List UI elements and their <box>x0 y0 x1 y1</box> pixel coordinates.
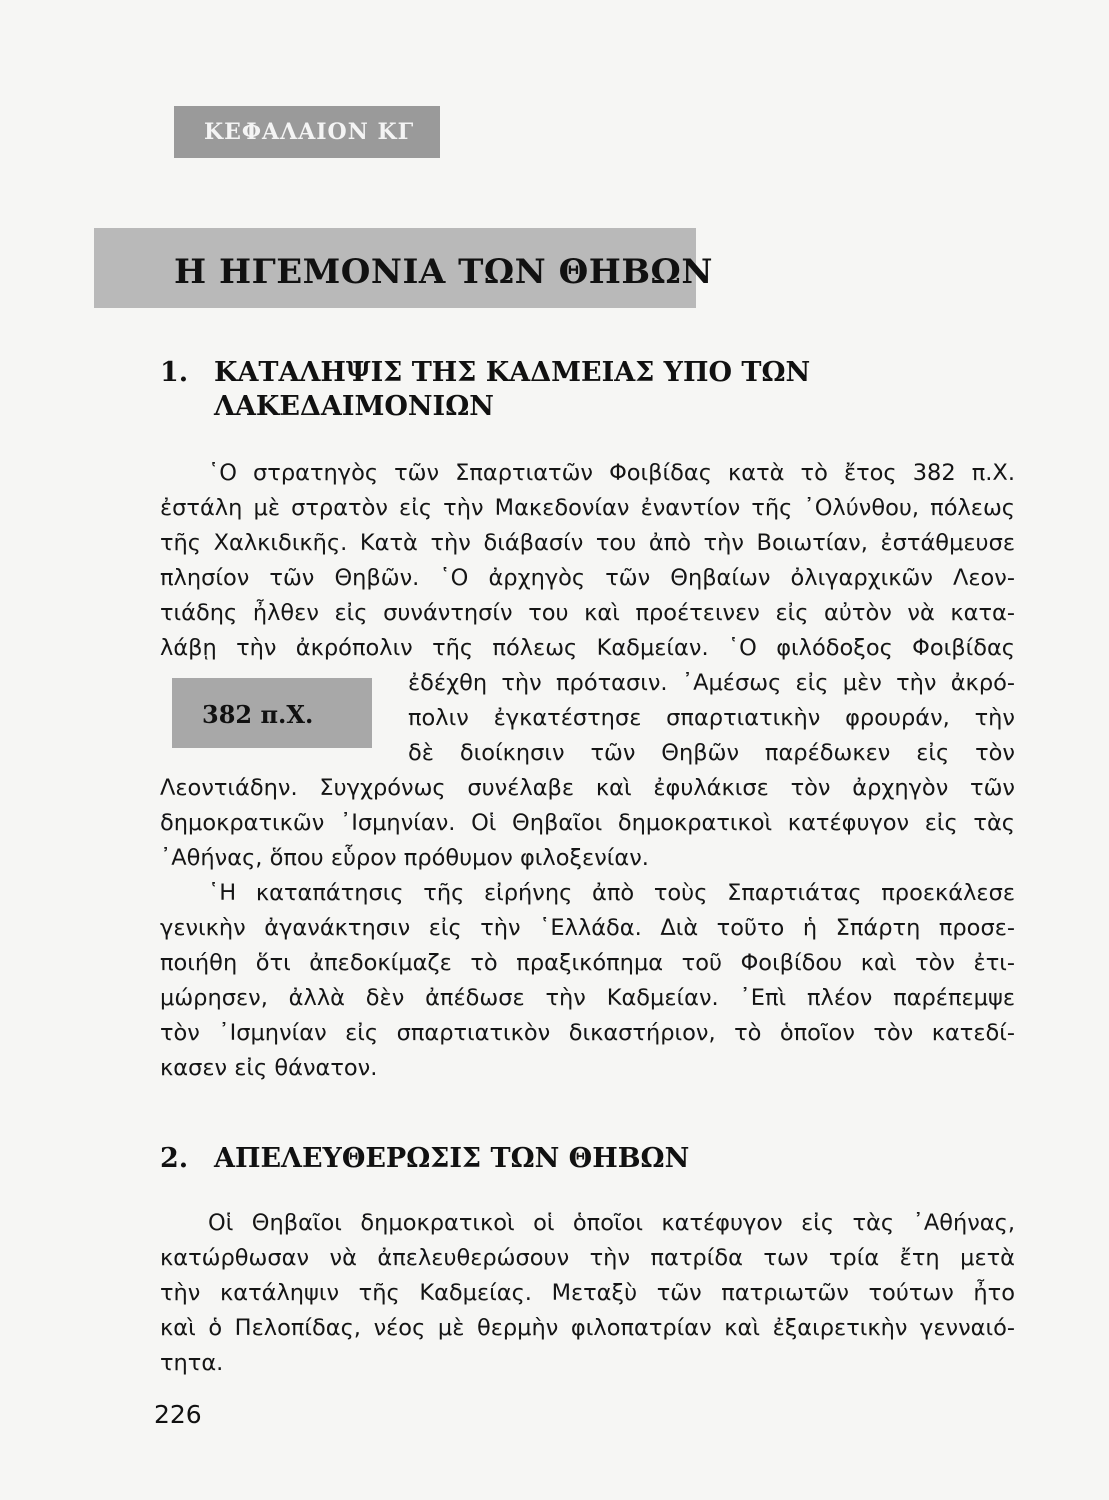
text-line: ποιήθη ὅτι ἀπεδοκίμαζε τὸ πραξικόπημα τοῦ Φοιβίδου καὶ τὸν ἐτι- <box>160 950 1015 976</box>
section-title-line: ΑΠΕΛΕΥΘΕΡΩΣΙΣ ΤΩΝ ΘΗΒΩΝ <box>214 1143 690 1174</box>
section-1-paragraph-1 <box>160 456 1015 876</box>
text-line: κασεν εἰς θάνατον. <box>160 1055 378 1081</box>
text-line: ἐστάλη μὲ στρατὸν εἰς τὴν Μακεδονίαν ἐναντίον τῆς ᾿Ολύνθου, πόλεως <box>160 495 1015 521</box>
text-line: τητα. <box>160 1350 224 1376</box>
text-line: πολιν ἐγκατέστησε σπαρτιατικὴν φρουράν, τὴν <box>408 705 1015 731</box>
text-line: τὸν ᾿Ισμηνίαν εἰς σπαρτιατικὸν δικαστήριον, τὸ ὁποῖον τὸν κατεδί- <box>160 1020 1015 1046</box>
section-2-heading <box>160 1142 689 1176</box>
text-line: ῾Ο στρατηγὸς τῶν Σπαρτιατῶν Φοιβίδας κατὰ τὸ ἔτος 382 π.Χ. <box>208 460 1015 486</box>
text-line: καὶ ὁ Πελοπίδας, νέος μὲ θερμὴν φιλοπατρίαν καὶ ἐξαιρετικὴν γενναιό- <box>160 1315 1015 1341</box>
text-line: ᾿Αθήνας, ὅπου εὗρον πρόθυμον φιλοξενίαν. <box>160 845 649 871</box>
text-line: μώρησεν, ἀλλὰ δὲν ἀπέδωσε τὴν Καδμείαν. ᾿Επὶ πλέον παρέπεμψε <box>160 985 1015 1011</box>
section-title-line: ΛΑΚΕΔΑΙΜΟΝΙΩΝ <box>214 391 494 422</box>
section-1-heading <box>160 356 810 424</box>
side-date: 382 π.Χ. <box>202 700 314 729</box>
text-line: γενικὴν ἀγανάκτησιν εἰς τὴν ῾Ελλάδα. Διὰ τοῦτο ἡ Σπάρτη προσε- <box>160 915 1015 941</box>
text-line: δημοκρατικῶν ᾿Ισμηνίαν. Οἱ Θηβαῖοι δημοκρατικοὶ κατέφυγον εἰς τὰς <box>160 810 1015 836</box>
text-line: τὴν κατάληψιν τῆς Καδμείας. Μεταξὺ τῶν πατριωτῶν τούτων ἦτο <box>160 1280 1015 1306</box>
section-2-paragraph-1 <box>160 1206 1015 1381</box>
section-1-paragraph-2 <box>160 876 1015 1086</box>
chapter-label: ΚΕΦΑΛΑΙΟΝ ΚΓ <box>174 106 440 158</box>
section-title-line: ΚΑΤΑΛΗΨΙΣ ΤΗΣ ΚΑΔΜΕΙΑΣ ΥΠΟ ΤΩΝ <box>214 357 811 388</box>
text-line: πλησίον τῶν Θηβῶν. ῾Ο ἀρχηγὸς τῶν Θηβαίων ὀλιγαρχικῶν Λεον- <box>160 565 1015 591</box>
page-number: 226 <box>154 1400 202 1429</box>
text-line: Λεοντιάδην. Συγχρόνως συνέλαβε καὶ ἐφυλάκισε τὸν ἀρχηγὸν τῶν <box>160 775 1015 801</box>
section-number: 2. <box>160 1143 189 1174</box>
text-line: ἐδέχθη τὴν πρότασιν. ᾿Αμέσως εἰς μὲν τὴν ἀκρό- <box>408 670 1015 696</box>
text-line: λάβῃ τὴν ἀκρόπολιν τῆς πόλεως Καδμείαν. ῾Ο φιλόδοξος Φοιβίδας <box>160 635 1015 661</box>
text-line: τιάδης ἦλθεν εἰς συνάντησίν του καὶ προέτεινεν εἰς αὐτὸν νὰ κατα- <box>160 600 1015 626</box>
text-line: Οἱ Θηβαῖοι δημοκρατικοὶ οἱ ὁποῖοι κατέφυγον εἰς τὰς ᾿Αθήνας, <box>208 1210 1015 1236</box>
section-number: 1. <box>160 357 189 388</box>
chapter-title: Η ΗΓΕΜΟΝΙΑ ΤΩΝ ΘΗΒΩΝ <box>174 252 713 292</box>
text-line: ῾Η καταπάτησις τῆς εἰρήνης ἀπὸ τοὺς Σπαρτιάτας προεκάλεσε <box>208 880 1015 906</box>
text-line: τῆς Χαλκιδικῆς. Κατὰ τὴν διάβασίν του ἀπὸ τὴν Βοιωτίαν, ἐστάθμευσε <box>160 530 1015 556</box>
text-line: δὲ διοίκησιν τῶν Θηβῶν παρέδωκεν εἰς τὸν <box>408 740 1015 766</box>
text-line: κατώρθωσαν νὰ ἀπελευθερώσουν τὴν πατρίδα των τρία ἔτη μετὰ <box>160 1245 1015 1271</box>
